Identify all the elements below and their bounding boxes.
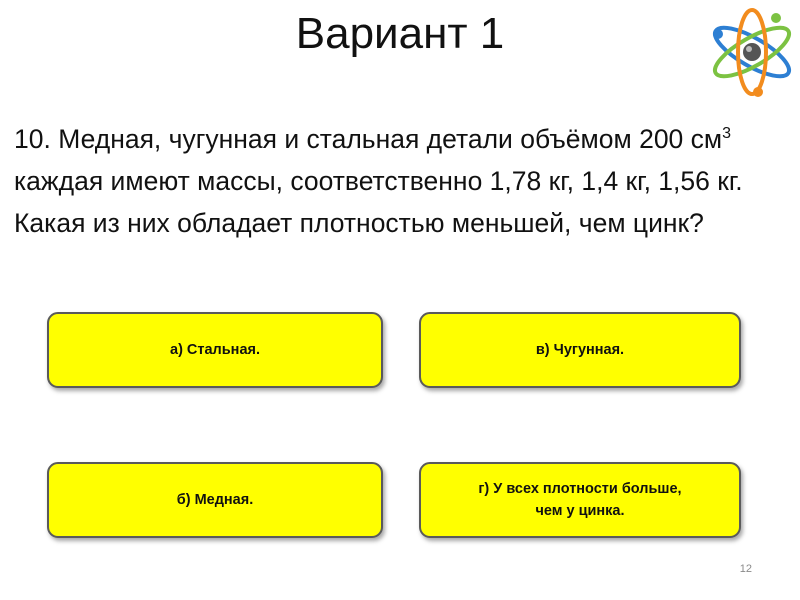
answer-label-a: а) Стальная. [170, 342, 260, 358]
question-part2: каждая имеют массы, соответственно 1,78 кг, 1,4 кг, 1,56 кг. Какая из них обладает плотностью меньшей, чем цинк? [14, 166, 743, 238]
answer-label-b: б) Медная. [176, 492, 254, 508]
answer-label-g [478, 478, 681, 522]
page-number: 12 [739, 563, 752, 575]
slide-title: Вариант 1 [295, 9, 505, 58]
answer-button-b[interactable] [47, 462, 383, 538]
answer-label-v: в) Чугунная. [535, 342, 625, 358]
question-part1: 10. Медная, чугунная и стальная детали объёмом 200 см [14, 124, 723, 154]
question-superscript: 3 [722, 125, 732, 142]
atom-icon [706, 6, 798, 98]
answer-label-g-line1: г) У всех плотности больше, [478, 481, 682, 497]
question-text [14, 118, 784, 244]
answer-button-v[interactable] [419, 312, 741, 388]
answer-button-g[interactable] [419, 462, 741, 538]
answer-label-g-line2: чем у цинка. [535, 503, 625, 519]
answer-button-a[interactable] [47, 312, 383, 388]
